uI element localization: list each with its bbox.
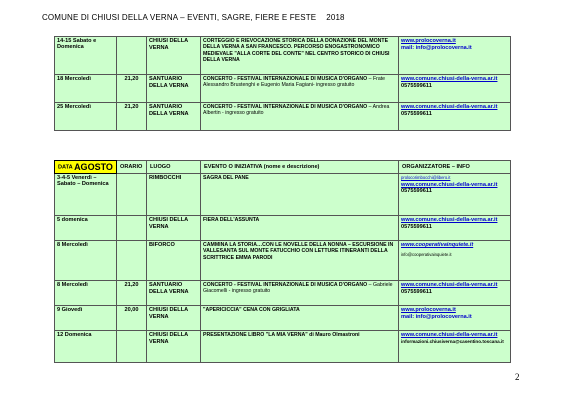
event-description <box>201 241 399 281</box>
event-date: 3-4-5 Venerdì – Sabato – Domenica <box>55 174 117 216</box>
organizer-website-link[interactable]: www.comune.chiusi-della-verna.ar.it <box>401 181 498 188</box>
event-description <box>201 281 399 306</box>
organizer-website-link[interactable]: www.prolocoverna.it <box>401 307 456 313</box>
event-organizer <box>399 174 511 216</box>
event-organizer <box>399 103 511 131</box>
event-title: CONCERTO - FESTIVAL INTERNAZIONALE DI MUSICA D'ORGANO <box>203 76 368 82</box>
event-title: CORTEGGIO E RIEVOCAZIONE STORICA DELLA DONAZIONE DEL MONTE DELLA VERNA A SAN FRANCESCO. PERCORSO ENOGASTRONOMICO MEDIEVALE "ALLA CORTE DEL CONTE" NEL CENTRO STORICO DI CHIUSI DELLA VERNA <box>203 38 390 64</box>
organizer-phone: 0575599611 <box>401 188 432 195</box>
table-row <box>55 306 511 331</box>
time-column-header: ORARIO <box>117 161 147 174</box>
event-date: 5 domenica <box>55 216 117 241</box>
date-column-label: DATA <box>58 164 73 171</box>
event-time <box>117 331 147 363</box>
event-note: – Gabriele Giacomelli - ingresso gratuito <box>203 282 393 295</box>
event-title: SAGRA DEL PANE <box>203 175 249 181</box>
event-date: 25 Mercoledì <box>55 103 117 131</box>
month-header <box>55 161 117 174</box>
event-place: SANTUARIO DELLA VERNA <box>147 103 201 131</box>
organizer-phone: 0575599611 <box>401 110 432 117</box>
organizer-phone: 0575599611 <box>401 223 432 230</box>
event-note: – Frate Alessandro Brustenghi e Eugenio Maria Fagiani- ingresso gratuito <box>203 76 386 89</box>
organizer-website-link[interactable]: www.comune.chiusi-della-verna.ar.it <box>401 282 498 288</box>
event-time: 21,20 <box>117 281 147 306</box>
event-time <box>117 216 147 241</box>
organizer-column-header: ORGANIZZATORE – INFO <box>399 161 511 174</box>
event-title: PRESENTAZIONE LIBRO "LA MIA VERNA" di Mauro Olmastroni <box>203 332 360 338</box>
event-place: SANTUARIO DELLA VERNA <box>147 75 201 103</box>
event-time: 21,20 <box>117 75 147 103</box>
table-row <box>55 174 511 216</box>
event-note: – Andrea Albertin - ingresso gratuito <box>203 104 390 117</box>
organizer-email[interactable]: info@cooperativainquiete.it <box>401 251 452 257</box>
event-place: CHIUSI DELLA VERNA <box>147 216 201 241</box>
event-description <box>201 37 399 75</box>
table-row <box>55 216 511 241</box>
event-description <box>201 306 399 331</box>
event-date: 18 Mercoledì <box>55 75 117 103</box>
organizer-website-link[interactable]: www.comune.chiusi-della-verna.ar.it <box>401 104 498 110</box>
event-title: CONCERTO - FESTIVAL INTERNAZIONALE DI MUSICA D'ORGANO <box>203 282 368 288</box>
event-title: CAMMINA LA STORIA…CON LE NOVELLE DELLA NONNA – ESCURSIONE IN VALLESANTA SUL MONTE FATUCCHIO CON LETTURE ITINERANTI DELLA SCRITTRICE EMMA PARODI <box>203 242 394 261</box>
table-row <box>55 103 511 131</box>
organizer-phone: 0575599611 <box>401 82 432 89</box>
event-date: 8 Mercoledì <box>55 281 117 306</box>
page-number: 2 <box>515 372 520 382</box>
event-organizer <box>399 331 511 363</box>
organizer-website-link[interactable]: www.comune.chiusi-della-verna.ar.it <box>401 217 498 223</box>
table-row <box>55 75 511 103</box>
event-place: SANTUARIO DELLA VERNA <box>147 281 201 306</box>
organizer-email[interactable]: mail: info@prolocoverna.it <box>401 44 472 51</box>
table-row <box>55 37 511 75</box>
event-time <box>117 37 147 75</box>
event-title: FIERA DELL'ASSUNTA <box>203 217 260 223</box>
august-events-table <box>54 160 511 363</box>
event-organizer <box>399 75 511 103</box>
event-description <box>201 174 399 216</box>
event-description <box>201 331 399 363</box>
event-place: CHIUSI DELLA VERNA <box>147 331 201 363</box>
organizer-website-link[interactable]: www.prolocoverna.it <box>401 38 456 44</box>
event-description <box>201 103 399 131</box>
event-time <box>117 174 147 216</box>
table-row <box>55 281 511 306</box>
organizer-website-link[interactable]: www.comune.chiusi-della-verna.ar.it <box>401 76 498 82</box>
organizer-email-info: informazioni.chiusiverna@casentino.toscana.it <box>401 338 504 344</box>
page-title <box>42 13 345 22</box>
event-place: CHIUSI DELLA VERNA <box>147 306 201 331</box>
organizer-email-link[interactable]: prolocorimbocchi@libero.it <box>401 175 451 180</box>
event-place: BIFORCO <box>147 241 201 281</box>
organizer-website-link[interactable]: www.cooperativainquiete.it <box>401 242 474 248</box>
event-place: RIMBOCCHI <box>147 174 201 216</box>
july-events-table <box>54 36 511 131</box>
event-title: "APERICICCIA" CENA CON GRIGLIATA <box>203 307 300 313</box>
event-date: 14-15 Sabato e Domenica <box>55 37 117 75</box>
month-label: AGOSTO <box>74 162 113 172</box>
event-organizer <box>399 216 511 241</box>
event-place: CHIUSI DELLA VERNA <box>147 37 201 75</box>
table-header-row <box>55 161 511 174</box>
organizer-website-link[interactable]: www.comune.chiusi-della-verna.ar.it <box>401 332 498 338</box>
event-organizer <box>399 241 511 281</box>
table-row <box>55 241 511 281</box>
organizer-email[interactable]: mail: info@prolocoverna.it <box>401 313 472 320</box>
event-time <box>117 241 147 281</box>
event-description <box>201 75 399 103</box>
place-column-header: LUOGO <box>147 161 201 174</box>
event-column-header: EVENTO O INIZIATIVA (nome e descrizione) <box>201 161 399 174</box>
event-organizer <box>399 281 511 306</box>
event-description <box>201 216 399 241</box>
event-date: 8 Mercoledì <box>55 241 117 281</box>
page-title-text: COMUNE DI CHIUSI DELLA VERNA – EVENTI, SAGRE, FIERE E FESTE <box>42 13 317 22</box>
event-organizer <box>399 306 511 331</box>
page-title-year: 2018 <box>326 13 345 22</box>
event-date: 12 Domenica <box>55 331 117 363</box>
event-title: CONCERTO - FESTIVAL INTERNAZIONALE DI MUSICA D'ORGANO <box>203 104 368 110</box>
organizer-phone: 0575599611 <box>401 288 432 295</box>
table-row <box>55 331 511 363</box>
event-date: 9 Giovedì <box>55 306 117 331</box>
event-time: 20,00 <box>117 306 147 331</box>
event-time: 21,20 <box>117 103 147 131</box>
event-organizer <box>399 37 511 75</box>
